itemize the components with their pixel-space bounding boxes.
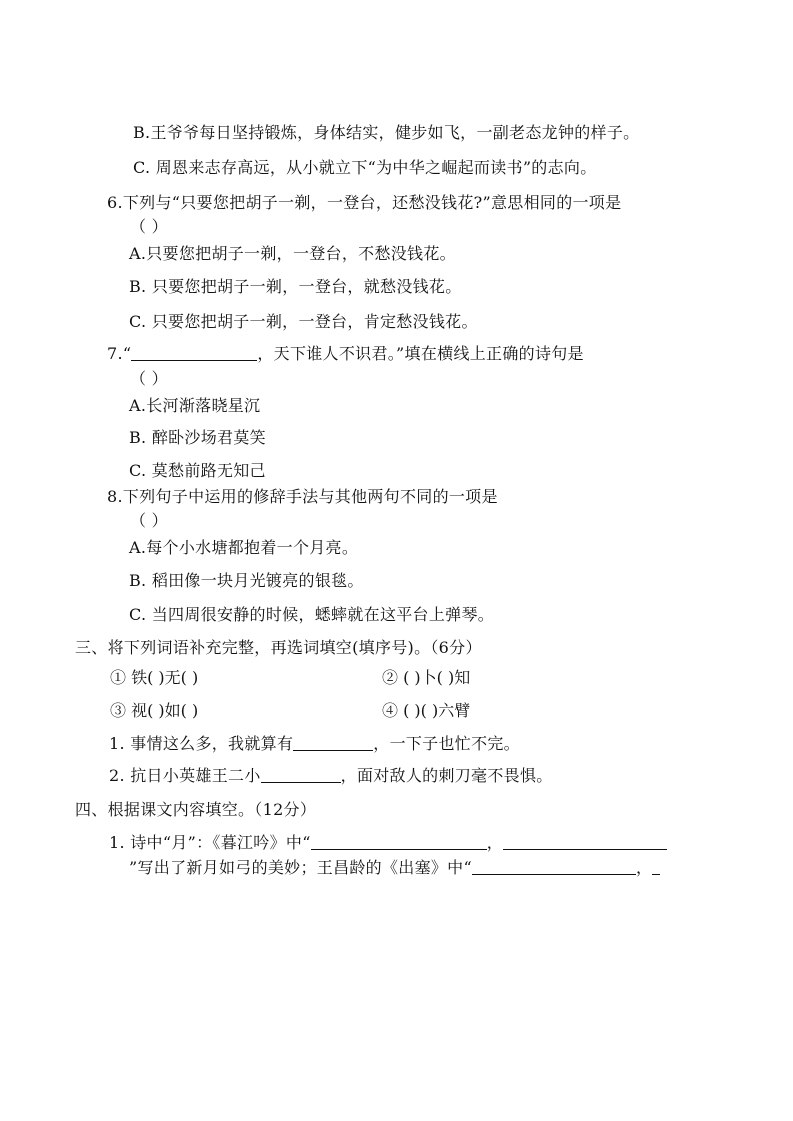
q8-option-b: B. 稻田像一块月光镀亮的银毯。	[129, 571, 364, 590]
word-item-3: ③ 视( )如( )	[110, 701, 199, 720]
fill-sentence-2-prefix: 2. 抗日小英雄王二小	[109, 766, 261, 785]
q7-answer-paren: （ ）	[130, 369, 168, 388]
word-item-2: ② ( )卜( )知	[382, 668, 471, 687]
q5-option-b: B.王爷爷每日坚持锻炼，身体结实，健步如飞，一副老态龙钟的样子。	[133, 123, 640, 142]
poem-fill-line-1-prefix: 1. 诗中“月”：《暮江吟》中“	[109, 833, 311, 852]
q6-answer-paren: （ ）	[130, 217, 168, 236]
q8-option-c: C. 当四周很安静的时候，蟋蟀就在这平台上弹琴。	[129, 605, 495, 624]
q7-stem	[107, 343, 584, 365]
fill-sentence-2	[109, 765, 553, 787]
poem-fill-line-2	[129, 857, 660, 879]
poem-blank-1[interactable]	[311, 833, 487, 850]
poem-fill-line-2-prefix: ”写出了新月如弓的美妙；王昌龄的《出塞》中“	[129, 858, 472, 877]
poem-fill-comma-2: ，	[635, 858, 653, 877]
q8-stem: 8.下列句子中运用的修辞手法与其他两句不同的一项是	[107, 487, 498, 506]
poem-fill-comma-1: ，	[486, 833, 504, 852]
q7-stem-prefix: 7.“	[107, 344, 132, 363]
q7-option-b: B. 醉卧沙场君莫笑	[129, 428, 266, 447]
word-item-1: ① 铁( )无( )	[110, 668, 199, 687]
q8-option-a: A.每个小水塘都抱着一个月亮。	[129, 538, 359, 557]
fill-sentence-1-suffix: ，一下子也忙不完。	[373, 734, 520, 753]
poem-blank-4[interactable]	[652, 858, 660, 875]
word-item-4: ④ ( )( )六臂	[382, 701, 471, 720]
q7-stem-suffix: ，天下谁人不识君。”填在横线上正确的诗句是	[257, 344, 584, 363]
fill-sentence-1-prefix: 1. 事情这么多，我就算有	[109, 734, 294, 753]
fill-sentence-2-suffix: ，面对敌人的刺刀毫不畏惧。	[340, 766, 553, 785]
poem-fill-line-1	[109, 832, 667, 854]
q7-option-a: A.长河渐落晓星沉	[129, 396, 261, 415]
fill-sentence-1	[109, 733, 520, 755]
q6-option-c: C. 只要您把胡子一剃，一登台，肯定愁没钱花。	[129, 312, 478, 331]
q7-option-c: C. 莫愁前路无知己	[129, 461, 266, 480]
poem-blank-2[interactable]	[503, 833, 667, 850]
q5-option-c: C. 周恩来志存高远，从小就立下“为中华之崛起而读书”的志向。	[133, 158, 597, 177]
q6-option-a: A.只要您把胡子一剃，一登台，不愁没钱花。	[129, 244, 456, 263]
q6-stem: 6.下列与“只要您把胡子一剃，一登台，还愁没钱花?”意思相同的一项是	[107, 193, 622, 212]
q8-answer-paren: （ ）	[130, 511, 168, 530]
poem-blank-3[interactable]	[472, 858, 636, 875]
fill-sentence-1-blank[interactable]	[293, 734, 373, 751]
section4-heading: 四、根据课文内容填空。（12分）	[75, 800, 317, 819]
q7-blank[interactable]	[131, 344, 257, 361]
q6-option-b: B. 只要您把胡子一剃，一登台，就愁没钱花。	[129, 277, 462, 296]
section3-heading: 三、将下列词语补充完整，再选词填空(填序号)。（6分）	[75, 638, 482, 657]
fill-sentence-2-blank[interactable]	[261, 766, 341, 783]
